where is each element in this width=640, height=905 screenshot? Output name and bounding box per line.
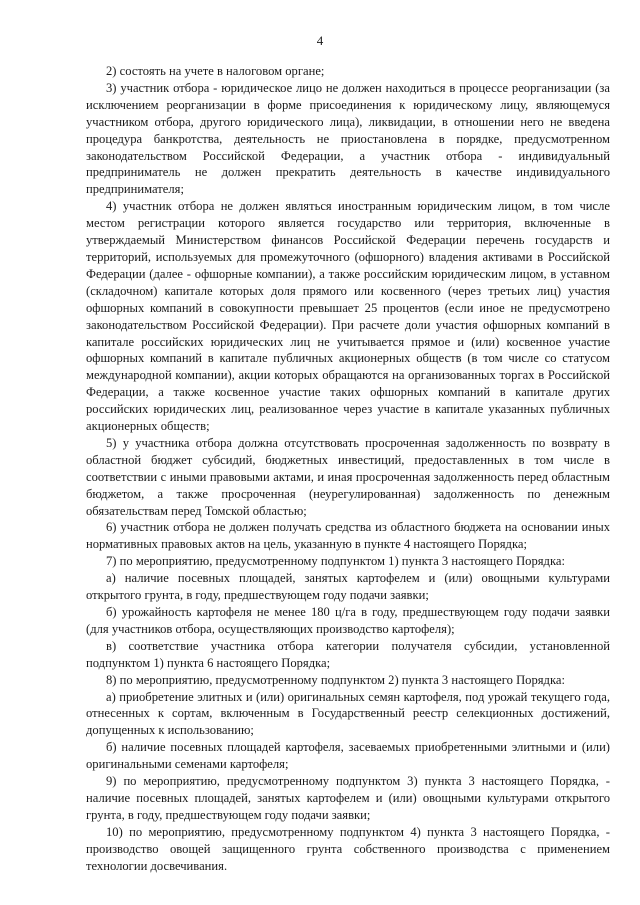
paragraph-item-7a: а) наличие посевных площадей, занятых картофелем и (или) овощными культурами открытого грунта, в году, предшествующем году подачи заявки; (86, 571, 610, 603)
paragraph-item-2: 2) состоять на учете в налоговом органе; (106, 64, 325, 78)
paragraph-item-10: 10) по мероприятию, предусмотренному подпунктом 4) пункта 3 настоящего Порядка, - производство овощей защищенного грунта собственного производства с применением технологии досвечивания. (86, 824, 610, 873)
page-number: 4 (316, 33, 324, 48)
document-body (86, 63, 610, 875)
paragraph-item-4: 4) участник отбора не должен являться иностранным юридическим лицом, в том числе местом регистрации которого является государство или территория, включенные в утверждаемый Министерством финансов Российской Федерации перечень государств и территорий, используемых для промежуточного (офшорного) владения активами в Российской Федерации (далее - офшорные компании), а также российским юридическим лицом, в уставном (складочном) капитале которых доля прямого или косвенного (через третьих лиц) участия офшорных компаний в совокупности превышает 25 процентов (если иное не предусмотрено законодательством Российской Федерации). При расчете доли участия офшорных компаний в капитале российских юридических лиц не учитывается прямое и (или) косвенное участие офшорных компаний в капитале публичных акционерных обществ (в том числе со статусом международной компании), акции которых обращаются на организованных торгах в Российской Федерации, а также косвенное участие таких офшорных компаний в капитале других российских юридических лиц, реализованное через участие в капитале указанных публичных акционерных обществ; (86, 199, 610, 434)
paragraph-item-6: 6) участник отбора не должен получать средства из областного бюджета на основании иных нормативных правовых актов на цель, указанную в пункте 4 настоящего Порядка; (86, 520, 610, 552)
paragraph-item-8b: б) наличие посевных площадей картофеля, засеваемых приобретенными элитными и (или) оригинальными семенами картофеля; (86, 740, 610, 772)
paragraph-item-9: 9) по мероприятию, предусмотренному подпунктом 3) пункта 3 настоящего Порядка, - наличие посевных площадей, занятых картофелем и (или) овощными культурами открытого грунта, в году, предшествующем году подачи заявки; (86, 774, 610, 822)
paragraph-item-5: 5) у участника отбора должна отсутствовать просроченная задолженность по возврату в областной бюджет субсидий, бюджетных инвестиций, предоставленных в том числе в соответствии с иными правовыми актами, и иная просроченная задолженность перед областным бюджетом, а также просроченная (неурегулированная) задолженность по денежным обязательствам перед Томской областью; (86, 435, 610, 518)
paragraph-item-8a: а) приобретение элитных и (или) оригинальных семян картофеля, под урожай текущего года, отнесенных к сортам, включенным в Государственный реестр селекционных достижений, допущенных к использованию; (86, 689, 610, 738)
paragraph-item-7: 7) по мероприятию, предусмотренному подпунктом 1) пункта 3 настоящего Порядка: (106, 554, 565, 569)
paragraph-item-7v: в) соответствие участника отбора категории получателя субсидии, установленной подпунктом 1) пункта 6 настоящего Порядка; (86, 638, 610, 670)
paragraph-item-8: 8) по мероприятию, предусмотренному подпунктом 2) пункта 3 настоящего Порядка: (106, 672, 565, 687)
paragraph-item-3: 3) участник отбора - юридическое лицо не должен находиться в процессе реорганизации (за исключением реорганизации в форме присоединения к юридическому лицу, являющемуся участником отбора, другого юридического лица), ликвидации, в отношении него не введена процедура банкротства, деятельность не приостановлена в порядке, предусмотренном законодательством Российской Федерации, а участник отбора - индивидуальный предприниматель не должен прекратить деятельность в качестве индивидуального предпринимателя; (86, 80, 610, 197)
paragraph-item-7b: б) урожайность картофеля не менее 180 ц/га в году, предшествующем году подачи заявки (для участников отбора, осуществляющих производство картофеля); (86, 605, 610, 636)
